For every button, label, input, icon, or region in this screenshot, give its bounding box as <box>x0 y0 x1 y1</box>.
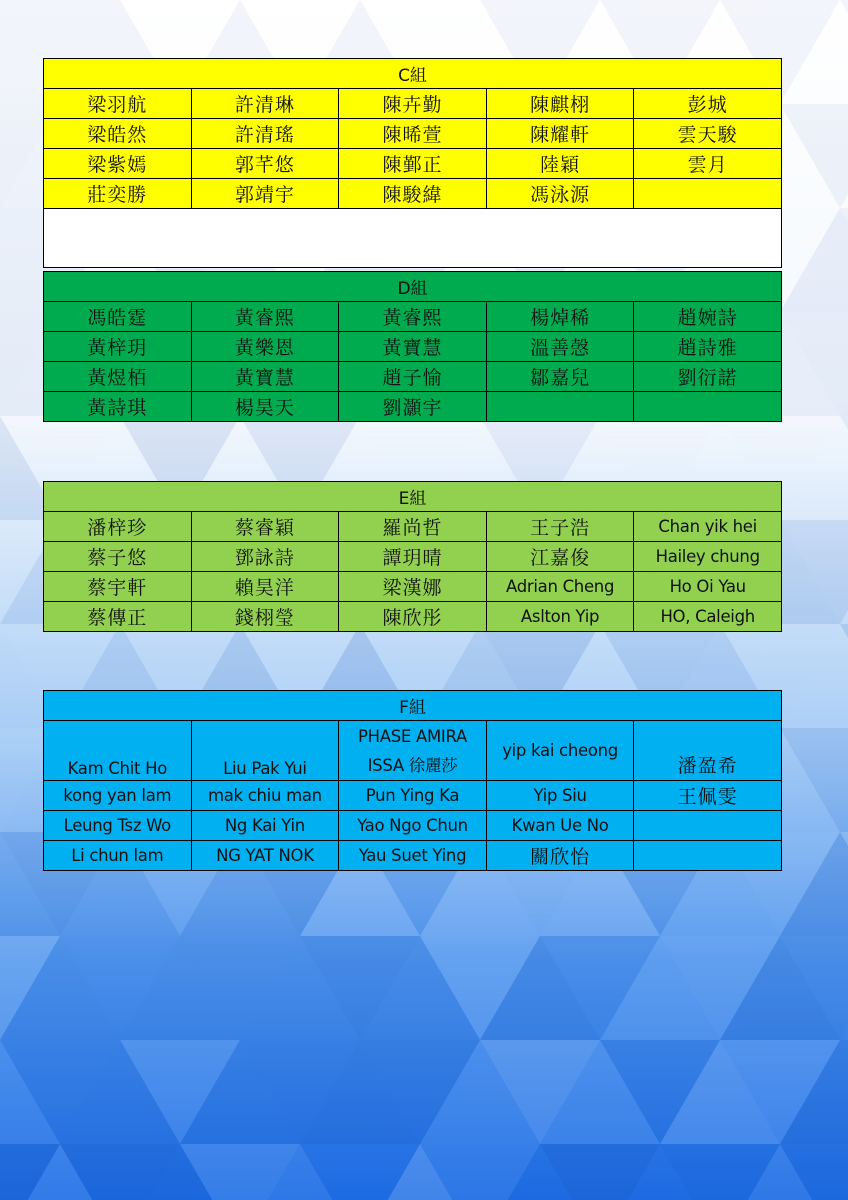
name-cell <box>486 392 634 422</box>
name-cell: Hailey chung <box>634 542 782 572</box>
name-cell: Aslton Yip <box>486 602 634 632</box>
name-cell: 譚玥晴 <box>339 542 487 572</box>
group-c-table <box>43 58 782 268</box>
name-cell: Liu Pak Yui <box>191 721 339 781</box>
name-cell: 陳晞萱 <box>339 119 487 149</box>
name-cell <box>634 811 782 841</box>
name-cell: Ng Kai Yin <box>191 811 339 841</box>
name-cell: 黃寶慧 <box>191 362 339 392</box>
name-cell: 彭城 <box>634 89 782 119</box>
name-cell: 梁紫嫣 <box>44 149 192 179</box>
table-row <box>44 302 782 332</box>
name-cell: NG YAT NOK <box>191 841 339 871</box>
name-cell: 趙詩雅 <box>634 332 782 362</box>
table-row <box>44 332 782 362</box>
name-cell: 陳駿緯 <box>339 179 487 209</box>
name-cell: 黃詩琪 <box>44 392 192 422</box>
name-cell: 雲天駿 <box>634 119 782 149</box>
name-cell: 黃梓玥 <box>44 332 192 362</box>
name-cell: 王子浩 <box>486 512 634 542</box>
name-cell: 許清琳 <box>191 89 339 119</box>
name-cell: 陳鄞正 <box>339 149 487 179</box>
group-d-title: D組 <box>44 272 782 302</box>
name-cell: 賴昊洋 <box>191 572 339 602</box>
name-cell: 溫善愨 <box>486 332 634 362</box>
name-cell: Li chun lam <box>44 841 192 871</box>
name-cell: 王佩雯 <box>634 781 782 811</box>
name-cell: 楊昊天 <box>191 392 339 422</box>
name-cell: 郭靖宇 <box>191 179 339 209</box>
group-f-title: F組 <box>44 691 782 721</box>
name-cell: 梁皓然 <box>44 119 192 149</box>
name-cell: yip kai cheong <box>486 721 634 781</box>
table-row <box>44 572 782 602</box>
name-cell: 許清瑤 <box>191 119 339 149</box>
table-row <box>44 119 782 149</box>
name-cell: 梁羽航 <box>44 89 192 119</box>
name-cell: Kam Chit Ho <box>44 721 192 781</box>
group-f-table <box>43 690 782 871</box>
name-cell: 蔡傳正 <box>44 602 192 632</box>
group-d-table <box>43 271 782 422</box>
name-cell: 黃煜栢 <box>44 362 192 392</box>
table-row <box>44 542 782 572</box>
table-row <box>44 811 782 841</box>
name-cell: 馮泳源 <box>486 179 634 209</box>
name-cell: 陳耀軒 <box>486 119 634 149</box>
name-cell: 錢栩瑩 <box>191 602 339 632</box>
name-cell: 陸穎 <box>486 149 634 179</box>
blank-row <box>44 209 782 268</box>
name-cell: 雲月 <box>634 149 782 179</box>
name-cell: 潘梓珍 <box>44 512 192 542</box>
table-row <box>44 841 782 871</box>
name-cell: Kwan Ue No <box>486 811 634 841</box>
name-cell: 陳麒栩 <box>486 89 634 119</box>
name-cell <box>634 392 782 422</box>
group-e-title: E組 <box>44 482 782 512</box>
table-row <box>44 721 782 781</box>
name-cell: 黃樂恩 <box>191 332 339 362</box>
name-cell: 蔡睿穎 <box>191 512 339 542</box>
name-cell: PHASE AMIRA ISSA 徐麗莎 <box>339 721 487 781</box>
name-cell: Ho Oi Yau <box>634 572 782 602</box>
name-cell: 莊奕勝 <box>44 179 192 209</box>
name-cell: 鄧詠詩 <box>191 542 339 572</box>
name-cell: 梁漢娜 <box>339 572 487 602</box>
name-cell: 劉衍諾 <box>634 362 782 392</box>
name-cell: Chan yik hei <box>634 512 782 542</box>
name-cell: Leung Tsz Wo <box>44 811 192 841</box>
name-cell: Yao Ngo Chun <box>339 811 487 841</box>
name-cell: Pun Ying Ka <box>339 781 487 811</box>
name-cell: 黃睿熙 <box>339 302 487 332</box>
table-row <box>44 362 782 392</box>
name-cell: 潘盈希 <box>634 721 782 781</box>
name-cell: 郭芊悠 <box>191 149 339 179</box>
name-cell: 楊焯稀 <box>486 302 634 332</box>
name-cell: 劉灝宇 <box>339 392 487 422</box>
name-cell: 江嘉俊 <box>486 542 634 572</box>
table-row <box>44 781 782 811</box>
name-cell: HO, Caleigh <box>634 602 782 632</box>
name-cell: Yip Siu <box>486 781 634 811</box>
name-cell: 黃睿熙 <box>191 302 339 332</box>
name-cell: 馮皓霆 <box>44 302 192 332</box>
table-row <box>44 89 782 119</box>
group-c-title: C組 <box>44 59 782 89</box>
name-cell: 趙婉詩 <box>634 302 782 332</box>
name-cell: mak chiu man <box>191 781 339 811</box>
name-cell: 蔡宇軒 <box>44 572 192 602</box>
name-cell: 鄒嘉兒 <box>486 362 634 392</box>
table-row <box>44 602 782 632</box>
name-cell: 陳欣彤 <box>339 602 487 632</box>
table-row <box>44 392 782 422</box>
name-cell: 黃寶慧 <box>339 332 487 362</box>
name-cell: 蔡子悠 <box>44 542 192 572</box>
table-row <box>44 179 782 209</box>
name-cell: Adrian Cheng <box>486 572 634 602</box>
group-e-table <box>43 481 782 632</box>
name-cell: Yau Suet Ying <box>339 841 487 871</box>
table-row <box>44 149 782 179</box>
name-cell: kong yan lam <box>44 781 192 811</box>
table-row <box>44 512 782 542</box>
name-cell <box>634 841 782 871</box>
name-cell: 趙子愉 <box>339 362 487 392</box>
name-cell: 關欣怡 <box>486 841 634 871</box>
name-cell: 羅尚哲 <box>339 512 487 542</box>
name-cell <box>634 179 782 209</box>
name-cell: 陳卉勤 <box>339 89 487 119</box>
